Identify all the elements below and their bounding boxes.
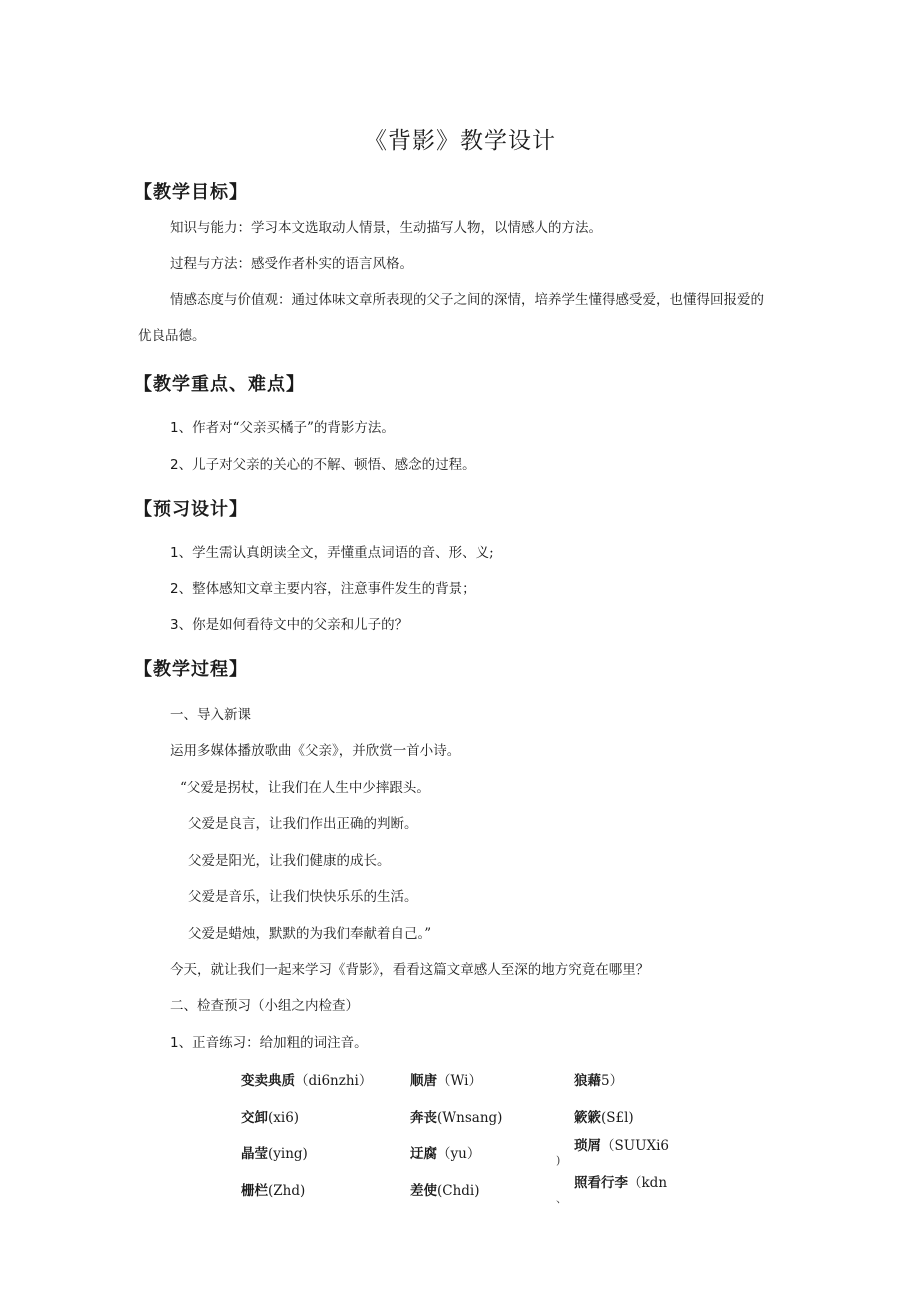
word-item: 顺唐（Wi） xyxy=(410,1073,482,1089)
key-point-2: 2、儿子对父亲的关心的不解、顿悟、感念的过程。 xyxy=(170,457,476,473)
word-item: 琐屑（SUUXi6 xyxy=(574,1138,670,1154)
poem-line-2: 父爱是良言，让我们作出正确的判断。 xyxy=(188,816,418,832)
process-step-2: 二、检查预习（小组之内检查） xyxy=(170,998,359,1014)
poem-line-1: “父爱是拐杖，让我们在人生中少摔跟头。 xyxy=(180,780,430,796)
stray-mark: 、 xyxy=(556,1192,567,1205)
word-item: 奔丧(Wnsang) xyxy=(410,1110,503,1126)
section-heading-process: 【教学过程】 xyxy=(134,659,248,680)
section-heading-key-points: 【教学重点、难点】 xyxy=(134,374,305,395)
poem-line-3: 父爱是阳光，让我们健康的成长。 xyxy=(188,853,391,869)
section-heading-objectives: 【教学目标】 xyxy=(134,182,248,203)
preview-item-1: 1、学生需认真朗读全文，弄懂重点词语的音、形、义; xyxy=(170,545,494,561)
word-item: 差使(Chdi) xyxy=(410,1183,480,1199)
word-item: 晶莹(ying) xyxy=(241,1146,308,1162)
word-item: 交卸(xi6) xyxy=(241,1110,300,1126)
process-today: 今天，就让我们一起来学习《背影》，看看这篇文章感人至深的地方究竟在哪里？ xyxy=(170,962,650,978)
exercise-instruction: 1、正音练习：给加粗的词注音。 xyxy=(170,1035,368,1051)
objective-process: 过程与方法：感受作者朴实的语言风格。 xyxy=(170,256,413,272)
key-point-1: 1、作者对“父亲买橘子”的背影方法。 xyxy=(170,420,395,436)
stray-mark: ) xyxy=(556,1154,561,1167)
word-item: 栅栏(Zhd) xyxy=(241,1183,306,1199)
word-item: 簌簌(S£l) xyxy=(574,1110,634,1126)
poem-line-4: 父爱是音乐，让我们快快乐乐的生活。 xyxy=(188,889,418,905)
section-heading-preview: 【预习设计】 xyxy=(134,499,248,520)
process-intro: 运用多媒体播放歌曲《父亲》，并欣赏一首小诗。 xyxy=(170,743,461,759)
objective-knowledge: 知识与能力：学习本文选取动人情景，生动描写人物，以情感人的方法。 xyxy=(170,220,602,236)
poem-line-5: 父爱是蜡烛，默默的为我们奉献着自己。” xyxy=(188,926,432,942)
word-item: 照看行李（kdn xyxy=(574,1175,668,1191)
word-item: 迂腐（yu） xyxy=(410,1146,481,1162)
page-title: 《背影》教学设计 xyxy=(364,128,556,154)
objective-emotion-cont: 优良品德。 xyxy=(138,328,206,344)
process-step-1: 一、导入新课 xyxy=(170,707,251,723)
word-item: 变卖典质（di6nzhi） xyxy=(241,1073,373,1089)
word-item: 狼藉5） xyxy=(574,1073,624,1089)
preview-item-2: 2、整体感知文章主要内容，注意事件发生的背景； xyxy=(170,581,476,597)
objective-emotion: 情感态度与价值观：通过体味文章所表现的父子之间的深情，培养学生懂得感受爱，也懂得回报爱的 xyxy=(170,292,764,308)
preview-item-3: 3、你是如何看待文中的父亲和儿子的？ xyxy=(170,617,409,633)
